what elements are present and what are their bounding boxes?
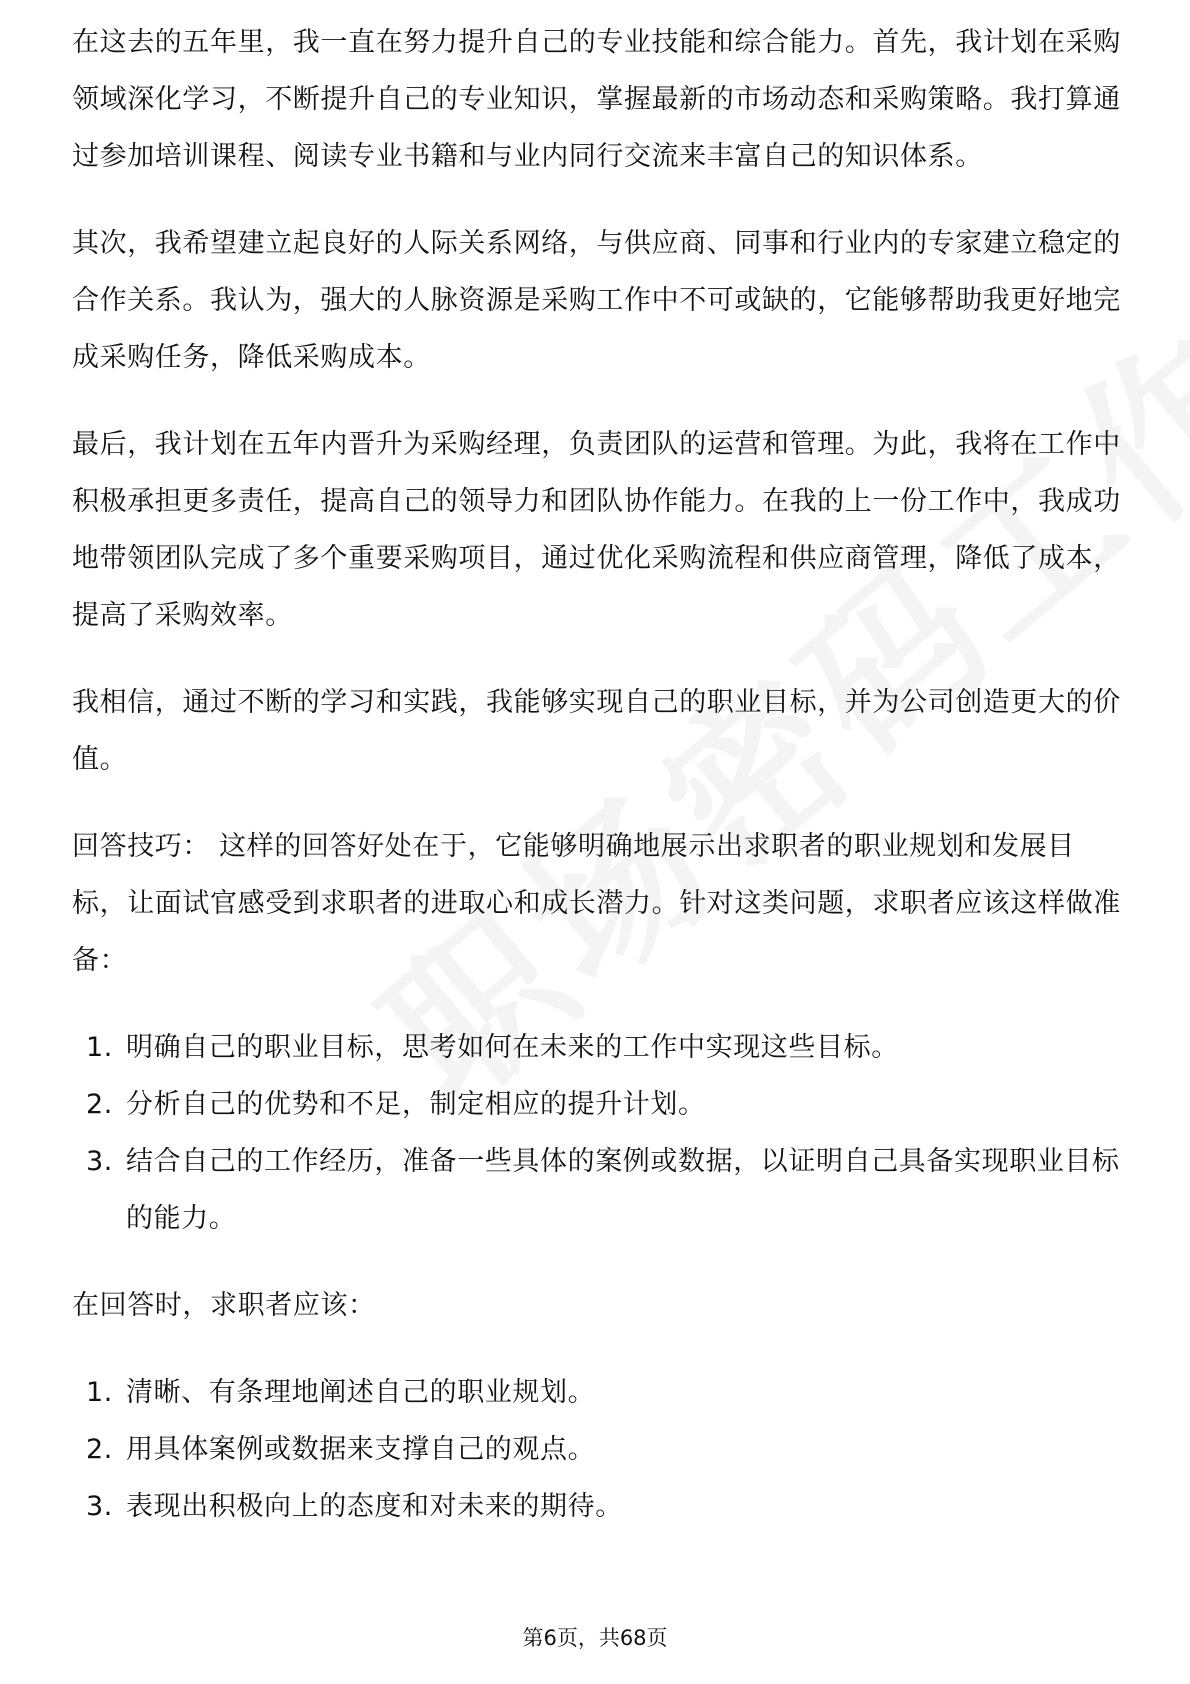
list-item-number: 3. [86, 1491, 113, 1522]
preparation-list [72, 1019, 1122, 1247]
page-number-footer: 第6页，共68页 [522, 1626, 668, 1650]
list-item-text: 结合自己的工作经历，准备一些具体的案例或数据，以证明自己具备实现职业目标的能力。 [126, 1146, 1120, 1234]
list-item-text: 清晰、有条理地阐述自己的职业规划。 [126, 1377, 596, 1408]
list-item [72, 1133, 1122, 1247]
list-item-text: 明确自己的职业目标，思考如何在未来的工作中实现这些目标。 [126, 1032, 899, 1063]
list-item-number: 1. [86, 1377, 113, 1408]
list-item [72, 1478, 1122, 1535]
paragraph-belief: 我相信，通过不断的学习和实践，我能够实现自己的职业目标，并为公司创造更大的价值。 [72, 687, 1121, 775]
list-item-number: 1. [86, 1032, 113, 1063]
answer-list [72, 1364, 1122, 1535]
list-item-text: 表现出积极向上的态度和对未来的期待。 [126, 1491, 623, 1522]
paragraph-career-intro: 在这去的五年里，我一直在努力提升自己的专业技能和综合能力。首先，我计划在采购领域深化学习，不断提升自己的专业知识，掌握最新的市场动态和采购策略。我打算通过参加培训课程、阅读专业书籍和与业内同行交流来丰富自己的知识体系。 [72, 27, 1121, 172]
list-item [72, 1364, 1122, 1421]
list-item-number: 3. [86, 1146, 113, 1177]
paragraph-answer-intro: 在回答时，求职者应该： [72, 1290, 376, 1321]
list-item-text: 分析自己的优势和不足，制定相应的提升计划。 [126, 1089, 706, 1120]
list-item [72, 1421, 1122, 1478]
list-item [72, 1076, 1122, 1133]
list-item [72, 1019, 1122, 1076]
list-item-number: 2. [86, 1089, 113, 1120]
paragraph-answer-tips: 回答技巧： 这样的回答好处在于，它能够明确地展示出求职者的职业规划和发展目标，让面试官感受到求职者的进取心和成长潜力。针对这类问题，求职者应该这样做准备： [72, 831, 1121, 976]
paragraph-promotion: 最后，我计划在五年内晋升为采购经理，负责团队的运营和管理。为此，我将在工作中积极承担更多责任，提高自己的领导力和团队协作能力。在我的上一份工作中，我成功地带领团队完成了多个重要采购项目，通过优化采购流程和供应商管理，降低了成本，提高了采购效率。 [72, 429, 1121, 631]
paragraph-network: 其次，我希望建立起良好的人际关系网络，与供应商、同事和行业内的专家建立稳定的合作关系。我认为，强大的人脉资源是采购工作中不可或缺的，它能够帮助我更好地完成采购任务，降低采购成本。 [72, 228, 1121, 373]
document-body [72, 27, 1122, 1565]
list-item-number: 2. [86, 1434, 113, 1465]
list-item-text: 用具体案例或数据来支撑自己的观点。 [126, 1434, 596, 1465]
